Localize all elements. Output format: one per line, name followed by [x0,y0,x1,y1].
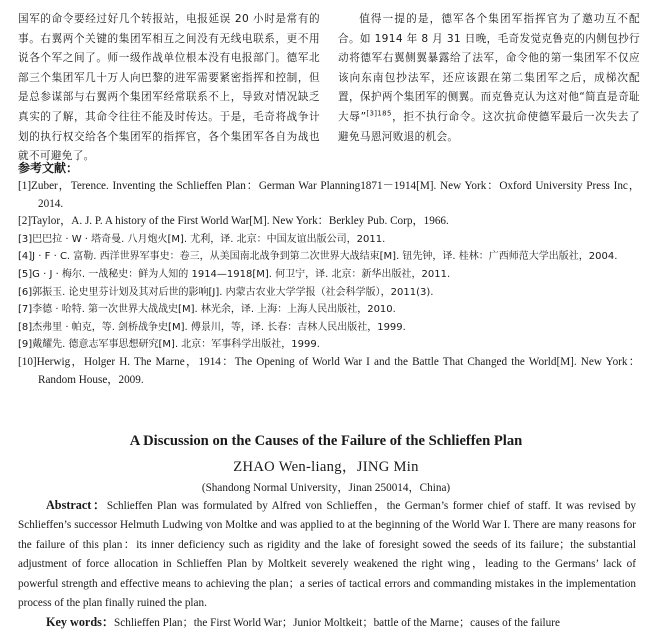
citation-mark: [3]185 [366,109,392,118]
reference-item: [1]Zuber，Terence. Inventing the Schlieffen Plan：German War Planning1871－1914[M]. New York：Oxford University Press Inc，2014. [18,180,640,210]
reference-item: [10]Herwig，Holger H. The Marne，1914：The Opening of World War I and the Battle That Changed the World[M]. New York：Random House，2009. [18,355,640,386]
reference-item: [8]杰弗里 · 帕克，等. 剑桥战争史[M]. 傅景川，等，译. 长春：吉林人民出版社，1999. [18,321,406,333]
references-list [18,178,640,389]
reference-item: [4]J · F · C. 富勒. 西洋世界军事史：卷三，从美国南北战争到第二次世界大战结束[M]. 钮先钟，译. 桂林：广西师范大学出版社，2004. [18,251,618,263]
right-column [338,10,640,147]
right-column-paragraph [338,10,640,147]
right-column-text-a: 值得一提的是，德军各个集团军指挥官为了邀功互不配合。如 1914 年 8 月 31 日晚，毛奇发觉克鲁克的内侧包抄行动将德军右翼侧翼暴露给了法军，命令他的第一集团军不仅应该向东南包抄法军，还应该跟在第二集团军之后，成梯次配置，保护两个集团军的侧翼。而克鲁克认为这对他“简直是奇耻大辱” [338,13,640,123]
reference-item: [9]戴耀先. 德意志军事思想研究[M]. 北京：军事科学出版社，1999. [18,339,320,351]
keywords-paragraph [18,613,636,633]
reference-item: [2]Taylor，A. J. P. A history of the First World War[M]. New York：Berkley Pub. Corp，1966. [18,215,449,228]
abstract-paragraph [18,496,636,613]
abstract-text: Schlieffen Plan was formulated by Alfred von Schlieffen，the German’s former chief of staff. It was revised by Schlieffen’s successor Helmuth Ludwing von Moltke and was applied to at the beginning of the World War I. There are many reasons for the failure of this plan：its inner deficiency such as rigidity and the lake of foresight sowed the seeds of its failure；the substantial adjustment of force allocation in Schlieffen Plan by Moltkeit severely weakened the right wing，leading to the Germans’ lack of powerful strength and effective means to achieving the plan；a series of tactical errors and commanding mistakes in the implementation process of the plan finally ruined the plan. [18,500,637,610]
english-title: A Discussion on the Causes of the Failure of the Schlieffen Plan [129,433,523,449]
references-heading: 参考文献： [18,161,79,175]
reference-item: [5]G · J · 梅尔. 一战秘史：鲜为人知的 1914—1918[M]. 何卫宁，译. 北京：新华出版社，2011. [18,268,451,280]
body-columns [18,10,640,163]
keywords-label: Key words： [46,615,115,630]
reference-item: [3]巴巴拉 · W · 塔奇曼. 八月炮火[M]. 尤利，译. 北京：中国友谊出版公司，2011. [18,233,386,245]
left-column-paragraph: 国军的命令要经过好几个转报站，电报延误 20 小时是常有的事。右翼两个关键的集团军相互之间没有无线电联系，更不用说各个军之间了。师一级作战单位根本没有电报部门。德军北部三个集团军几十万人向巴黎的进军需要紧密指挥和控制，但是总参谋部与右翼两个集团军经常联系不上，导致对情况缺乏真实的了解，其命令往往不能及时传达。于是，毛奇将战争计划的执行权交给各个集团军的指挥官，各个集团军各自为战也就不可避免了。 [18,13,320,163]
affiliation: (Shandong Normal University，Jinan 250014，China) [201,482,451,494]
left-column [18,10,320,167]
reference-item: [6]郭振玉. 论史里芬计划及其对后世的影响[J]. 内蒙古农业大学学报（社会科学版），2011(3). [18,286,434,298]
english-abstract [18,496,636,634]
reference-item: [7]李德 · 哈特. 第一次世界大战战史[M]. 林光余，译. 上海：上海人民出版社，2010. [18,304,396,316]
keywords-text: Schlieffen Plan；the First World War；Junior Moltkeit；battle of the Marne；causes of the failure [114,617,560,630]
authors: ZHAO Wen-liang，JING Min [233,459,419,475]
right-column-text-b: ，拒不执行命令。这次抗命使德军最后一次失去了避免马恩河败退的机会。 [338,110,640,143]
abstract-label: Abstract： [46,498,107,512]
